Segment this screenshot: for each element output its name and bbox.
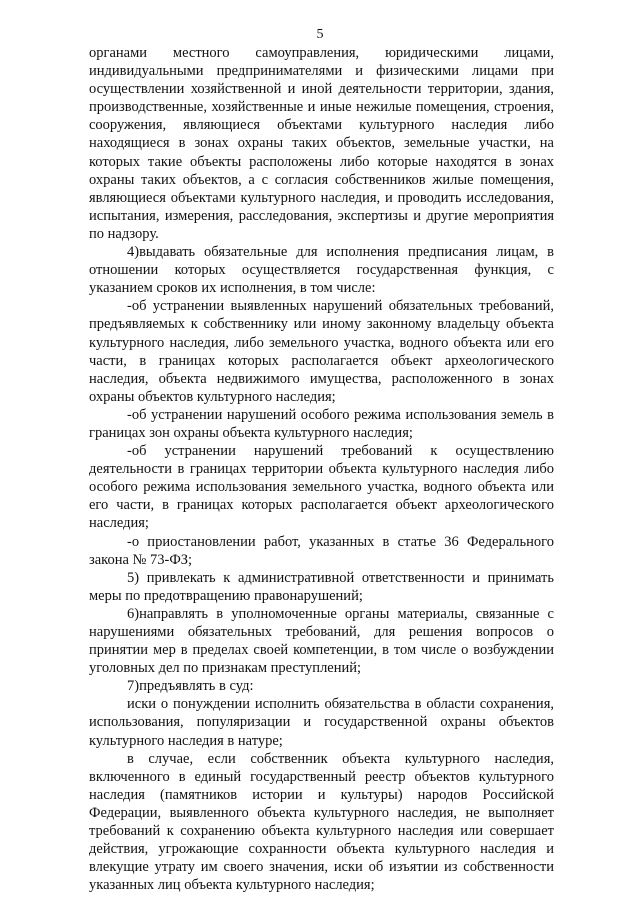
paragraph: иски о понуждении исполнить обязательства в области сохранения, использования, популяризации и государственной охраны объектов культурного наследия в натуре;: [89, 696, 554, 749]
paragraph: 4)выдавать обязательные для исполнения предписания лицам, в отношении которых осуществляется государственная функция, с указанием сроков их исполнения, в том числе:: [89, 244, 554, 297]
paragraph: -о приостановлении работ, указанных в статье 36 Федерального закона № 73-ФЗ;: [89, 533, 554, 568]
paragraph: в случае, если собственник объекта культурного наследия, включенного в единый государственный реестр объектов культурного наследия (памятников истории и культуры) народов Российской Федерации, выявленного объекта культурного наследия, не выполняет требований к сохранению объекта культурного наследия или совершает действия, угрожающие сохранности объекта культурного наследия и влекущие утрату им своего значения, иски об изъятии из собственности указанных лиц объекта культурного наследия;: [89, 750, 554, 894]
paragraph: -об устранении нарушений требований к осуществлению деятельности в границах территории объекта культурного наследия либо особого режима использования земельного участка, водного объекта или его части, в границах которых располагается объект археологического наследия;: [89, 443, 554, 532]
paragraph: 6)направлять в уполномоченные органы материалы, связанные с нарушениями обязательных требований, для решения вопросов о принятии мер в пределах своей компетенции, в том числе о возбуждении уголовных дел по признакам преступлений;: [89, 605, 554, 677]
page-number: 5: [316, 27, 324, 42]
paragraph: -об устранении нарушений особого режима использования земель в границах зон охраны объекта культурного наследия;: [89, 406, 554, 441]
paragraph: 5) привлекать к административной ответственности и принимать меры по предотвращению правонарушений;: [89, 569, 554, 604]
paragraph: 7)предъявлять в суд:: [127, 678, 254, 695]
paragraph: -об устранении выявленных нарушений обязательных требований, предъявляемых к собственнику или иному законному владельцу объекта культурного наследия, либо земельного участка, водного объекта или его части, в границах которых располагается объект археологического наследия, объекта недвижимого имущества, расположенного в зонах охраны объектов культурного наследия;: [89, 298, 554, 405]
document-body: [89, 44, 554, 894]
paragraph: органами местного самоуправления, юридическими лицами, индивидуальными предпринимателями и физическими лицами при осуществлении хозяйственной и иной деятельности территории, здания, производственные, хозяйственные и иные нежилые помещения, строения, сооружения, являющиеся объектами культурного наследия либо находящиеся в зонах охраны таких объектов, земельные участки, на которых такие объекты расположены либо которые находятся в зонах охраны таких объектов, а с согласия собственников жилые помещения, являющиеся объектами культурного наследия, и проводить исследования, испытания, измерения, расследования, экспертизы и другие мероприятия по надзору.: [89, 45, 554, 242]
